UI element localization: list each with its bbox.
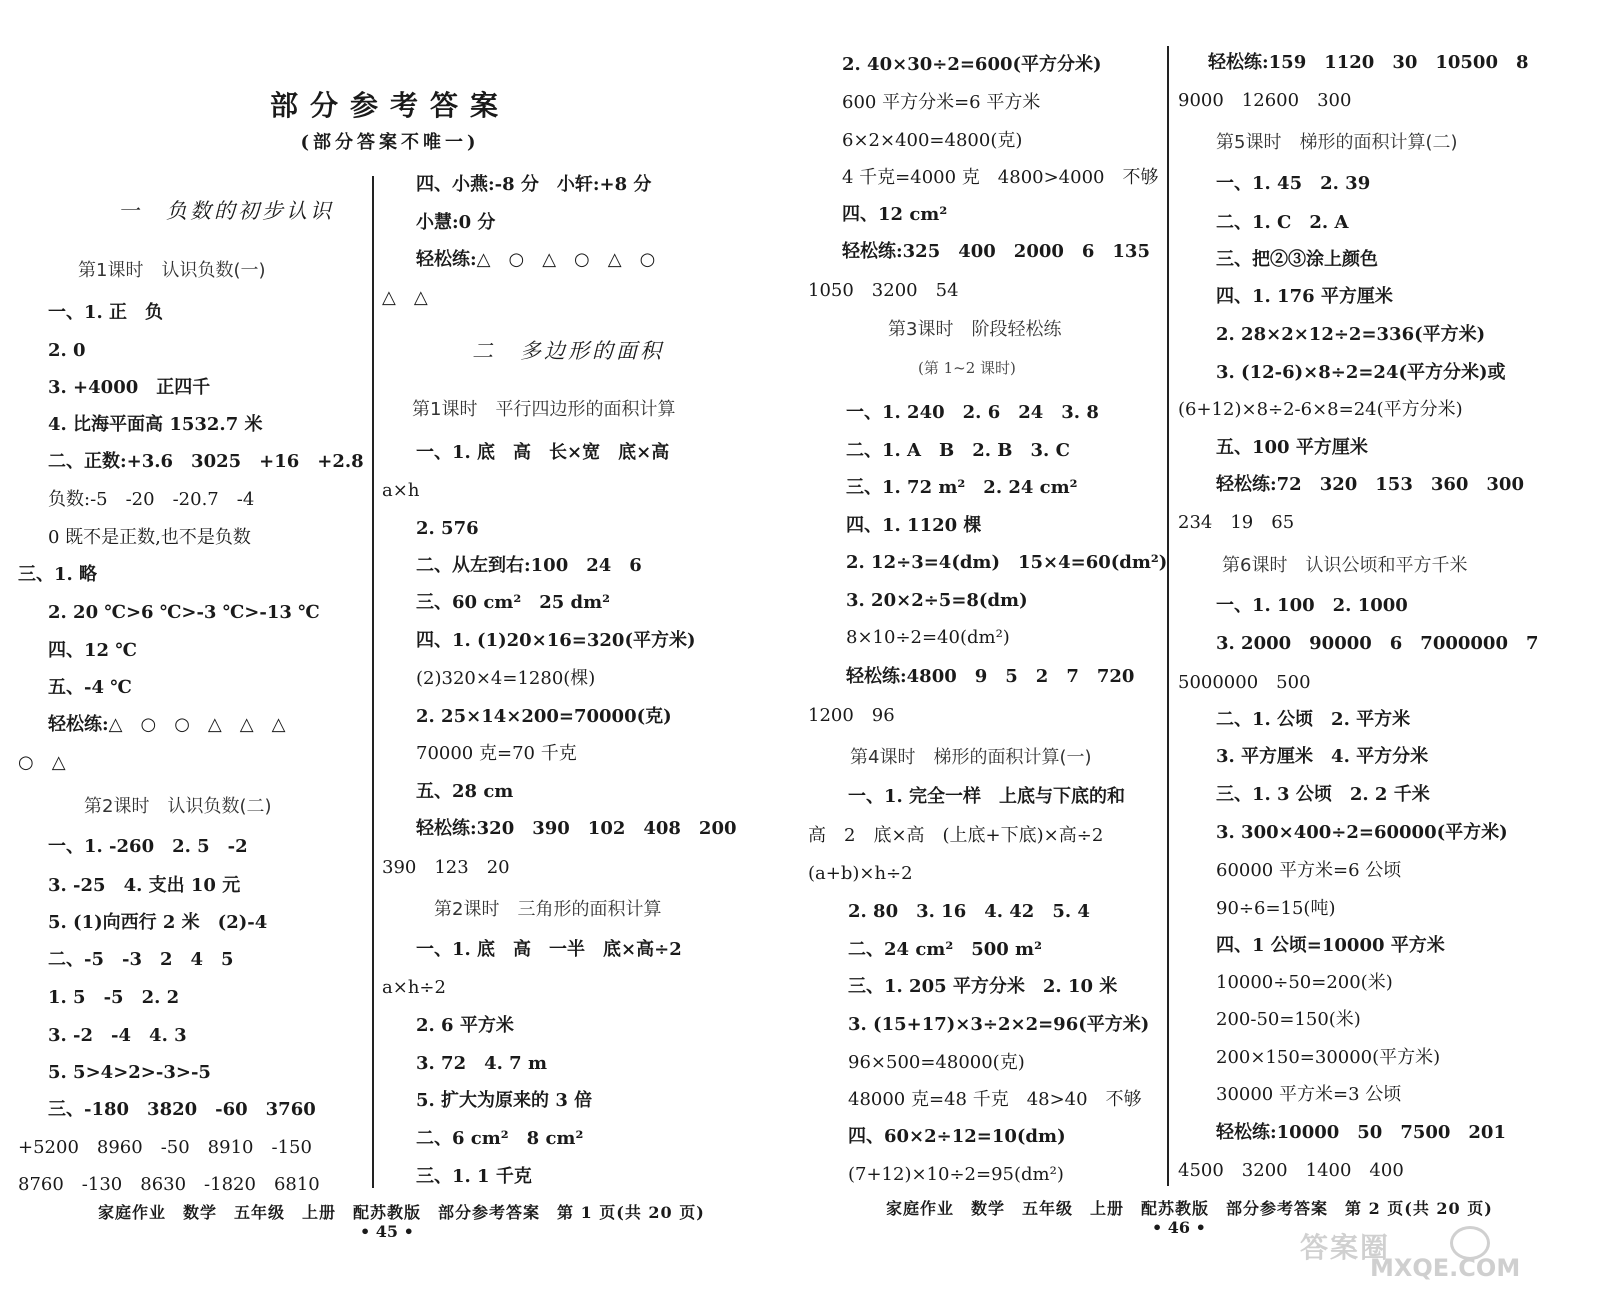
- answer-line: 2. 80 3. 16 4. 42 5. 4: [848, 901, 1090, 922]
- answer-line: 轻松练:4800 9 5 2 7 720: [846, 666, 1135, 687]
- answer-line: 四、1. (1)20×16=320(平方米): [416, 630, 696, 651]
- answer-line: 3. 300×400÷2=60000(平方米): [1216, 822, 1508, 843]
- answer-column-1: [18, 199, 368, 1195]
- answer-line: 4 千克=4000 克 4800>4000 不够: [842, 167, 1159, 188]
- answer-line: 4. 比海平面高 1532.7 米: [48, 414, 263, 435]
- answer-line: a×h÷2: [382, 977, 446, 998]
- answer-line: 二、正数:+3.6 3025 +16 +2.8: [48, 451, 364, 472]
- answer-line: 四、小燕:-8 分 小轩:+8 分: [416, 174, 652, 195]
- lesson-heading: 第6课时 认识公顷和平方千米: [1222, 555, 1468, 576]
- answer-line: 三、1. 略: [18, 564, 98, 585]
- answer-line: 3. -2 -4 4. 3: [48, 1025, 187, 1046]
- answer-line: 轻松练:△ ○ ○ △ △ △: [48, 714, 286, 735]
- lesson-heading: 第3课时 阶段轻松练: [888, 319, 1062, 340]
- watermark-text: 答案圈: [1300, 1231, 1391, 1264]
- lesson-heading: 第1课时 平行四边形的面积计算: [412, 399, 676, 420]
- answer-line: 三、60 cm² 25 dm²: [416, 592, 611, 613]
- answer-line: 3. 72 4. 7 m: [416, 1053, 548, 1074]
- answer-line: 一、1. -260 2. 5 -2: [48, 836, 248, 857]
- answer-line: 二、24 cm² 500 m²: [848, 939, 1042, 960]
- answer-line: 3. (12-6)×8÷2=24(平方分米)或: [1216, 362, 1506, 383]
- answer-line: 轻松练:325 400 2000 6 135: [842, 241, 1150, 262]
- answer-line: 一、1. 底 高 一半 底×高÷2: [416, 939, 682, 960]
- answer-line: 轻松练:10000 50 7500 201: [1216, 1122, 1506, 1143]
- answer-line: 96×500=48000(克): [848, 1052, 1025, 1073]
- answer-line: 4500 3200 1400 400: [1178, 1160, 1404, 1181]
- answer-line: 200×150=30000(平方米): [1216, 1047, 1441, 1068]
- answer-line: 负数:-5 -20 -20.7 -4: [48, 489, 255, 510]
- answer-line: 234 19 65: [1178, 512, 1295, 533]
- answer-line: 5. (1)向西行 2 米 (2)-4: [48, 912, 268, 933]
- answer-line: 9000 12600 300: [1178, 90, 1352, 111]
- column-divider-right: [1167, 46, 1169, 1186]
- answer-line: 3. 平方厘米 4. 平方分米: [1216, 746, 1429, 767]
- answer-line: 五、28 cm: [416, 781, 514, 802]
- answer-line: 轻松练:320 390 102 408 200: [416, 818, 737, 839]
- page-title: 部分参考答案: [269, 89, 510, 122]
- answer-line: 2. 28×2×12÷2=336(平方米): [1216, 324, 1486, 345]
- answer-line: 8×10÷2=40(dm²): [846, 627, 1010, 648]
- answer-line: 四、12 ℃: [48, 640, 137, 661]
- answer-line: 四、60×2÷12=10(dm): [848, 1126, 1066, 1147]
- answer-line: 1200 96: [808, 705, 895, 726]
- page-number-left: • 45 •: [360, 1222, 414, 1241]
- answer-line: (2)320×4=1280(棵): [416, 668, 596, 689]
- answer-line: 200-50=150(米): [1216, 1009, 1361, 1030]
- answer-line: ○ △: [18, 752, 66, 773]
- answer-line: 轻松练:159 1120 30 10500 8: [1208, 52, 1529, 73]
- footer-right: 家庭作业 数学 五年级 上册 配苏教版 部分参考答案 第 2 页(共 20 页): [886, 1199, 1493, 1218]
- lesson-heading: 第4课时 梯形的面积计算(一): [850, 747, 1092, 768]
- answer-line: 390 123 20: [382, 857, 510, 878]
- page-number-right: • 46 •: [1152, 1218, 1206, 1237]
- answer-line: 二、6 cm² 8 cm²: [416, 1128, 584, 1149]
- answer-line: 一、1. 100 2. 1000: [1216, 595, 1408, 616]
- answer-line: 5. 5>4>2>-3>-5: [48, 1062, 211, 1083]
- answer-line: 一、1. 底 高 长×宽 底×高: [416, 442, 670, 463]
- answer-line: 三、1. 3 公顷 2. 2 千米: [1216, 784, 1430, 805]
- answer-line: 2. 12÷3=4(dm) 15×4=60(dm²): [846, 552, 1168, 573]
- answer-line: △ △: [382, 287, 428, 308]
- answer-line: 小慧:0 分: [416, 212, 496, 233]
- answer-line: (6+12)×8÷2-6×8=24(平方分米): [1178, 399, 1463, 420]
- answer-line: 48000 克=48 千克 48>40 不够: [848, 1089, 1142, 1110]
- answer-column-3: [808, 54, 1168, 1194]
- watermark-url: MXQE.COM: [1370, 1254, 1521, 1282]
- answer-line: 3. (15+17)×3÷2×2=96(平方米): [848, 1014, 1150, 1035]
- lesson-heading: 第2课时 认识负数(二): [84, 796, 272, 817]
- answer-line: 三、1. 72 m² 2. 24 cm²: [846, 477, 1078, 498]
- answer-line: 五、-4 ℃: [48, 677, 132, 698]
- answer-line: 70000 克=70 千克: [416, 743, 577, 764]
- answer-line: 二、-5 -3 2 4 5: [48, 949, 234, 970]
- section-heading: 二 多边形的面积: [472, 339, 664, 363]
- answer-line: 一、1. 正 负: [48, 302, 164, 323]
- answer-line: 3. -25 4. 支出 10 元: [48, 875, 241, 896]
- answer-line: 1050 3200 54: [808, 280, 959, 301]
- answer-line: 四、1. 176 平方厘米: [1216, 286, 1393, 307]
- answer-line: 三、1. 205 平方分米 2. 10 米: [848, 976, 1118, 997]
- answer-line: 30000 平方米=3 公顷: [1216, 1084, 1402, 1105]
- answer-line: 2. 0: [48, 340, 86, 361]
- answer-line: 3. +4000 正四千: [48, 377, 211, 398]
- answer-line: 二、1. A B 2. B 3. C: [846, 440, 1070, 461]
- answer-line: a×h: [382, 480, 420, 501]
- answer-line: (7+12)×10÷2=95(dm²): [848, 1164, 1064, 1185]
- answer-line: 90÷6=15(吨): [1216, 898, 1336, 919]
- watermark: [1300, 1226, 1580, 1282]
- answer-line: 10000÷50=200(米): [1216, 972, 1393, 993]
- answer-line: 四、1 公顷=10000 平方米: [1216, 935, 1445, 956]
- answer-line: 三、1. 1 千克: [416, 1166, 532, 1187]
- answer-line: 1. 5 -5 2. 2: [48, 987, 180, 1008]
- answer-column-2: [382, 174, 772, 1194]
- answer-line: 二、从左到右:100 24 6: [416, 555, 642, 576]
- lesson-heading: 第2课时 三角形的面积计算: [434, 899, 662, 920]
- answer-line: 轻松练:72 320 153 360 300: [1216, 474, 1524, 495]
- answer-line: +5200 8960 -50 8910 -150: [18, 1137, 312, 1158]
- answer-line: 0 既不是正数,也不是负数: [48, 527, 251, 548]
- answer-line: 2. 6 平方米: [416, 1015, 514, 1036]
- answer-line: 6×2×400=4800(克): [842, 130, 1023, 151]
- answer-line: 2. 40×30÷2=600(平方分米): [842, 54, 1102, 75]
- answer-line: 2. 576: [416, 518, 479, 539]
- answer-line: 5000000 500: [1178, 672, 1311, 693]
- answer-line: 四、1. 1120 棵: [846, 515, 982, 536]
- answer-line: 高 2 底×高 (上底+下底)×高÷2: [808, 825, 1104, 846]
- answer-line: 3. 2000 90000 6 7000000 7: [1216, 633, 1539, 654]
- answer-line: 一、1. 完全一样 上底与下底的和: [848, 786, 1126, 807]
- footer-left: 家庭作业 数学 五年级 上册 配苏教版 部分参考答案 第 1 页(共 20 页): [98, 1203, 705, 1222]
- answer-line: 轻松练:△ ○ △ ○ △ ○: [416, 249, 656, 270]
- answer-line: 600 平方分米=6 平方米: [842, 92, 1041, 113]
- answer-line: 5. 扩大为原来的 3 倍: [416, 1090, 593, 1111]
- answer-line: 一、1. 45 2. 39: [1216, 173, 1371, 194]
- page-subtitle: (部分答案不唯一): [300, 132, 480, 153]
- answer-line: 3. 20×2÷5=8(dm): [846, 590, 1028, 611]
- answer-line: 二、1. 公顷 2. 平方米: [1216, 709, 1411, 730]
- answer-line: 2. 20 ℃>6 ℃>-3 ℃>-13 ℃: [48, 602, 320, 623]
- answer-line: 三、把②③涂上颜色: [1216, 249, 1378, 270]
- lesson-note: (第 1~2 课时): [918, 359, 1016, 377]
- section-heading: 一 负数的初步认识: [118, 199, 334, 223]
- lesson-heading: 第1课时 认识负数(一): [78, 260, 266, 281]
- answer-line: 60000 平方米=6 公顷: [1216, 860, 1402, 881]
- answer-line: 2. 25×14×200=70000(克): [416, 706, 672, 727]
- column-divider-left: [372, 176, 374, 1188]
- answer-column-4: [1178, 52, 1578, 1192]
- answer-line: 8760 -130 8630 -1820 6810: [18, 1174, 320, 1195]
- answer-line: 四、12 cm²: [842, 204, 948, 225]
- answer-line: (a+b)×h÷2: [808, 863, 913, 884]
- lesson-heading: 第5课时 梯形的面积计算(二): [1216, 132, 1458, 153]
- answer-line: 五、100 平方厘米: [1216, 437, 1368, 458]
- answer-line: 一、1. 240 2. 6 24 3. 8: [846, 402, 1099, 423]
- answer-line: 二、1. C 2. A: [1216, 212, 1349, 233]
- answer-line: 三、-180 3820 -60 3760: [48, 1099, 316, 1120]
